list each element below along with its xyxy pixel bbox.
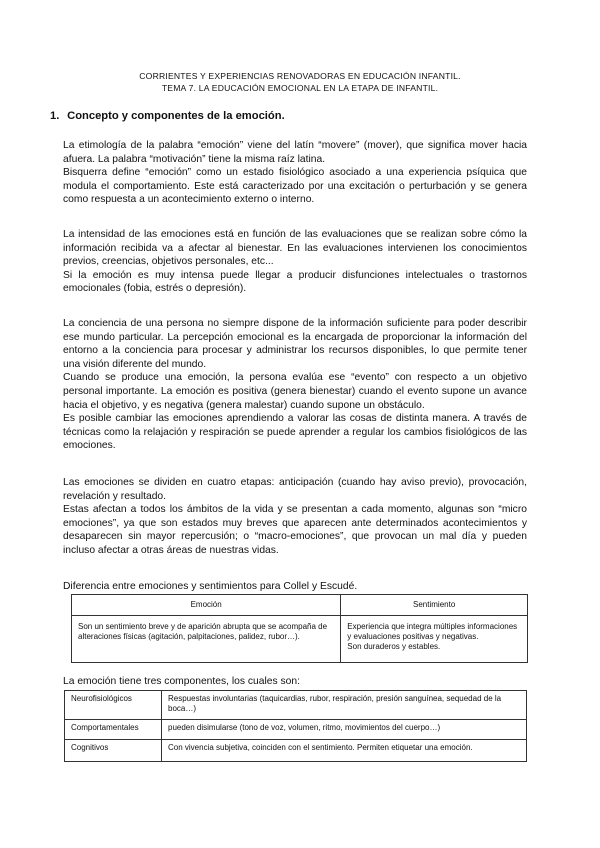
table-caption: Diferencia entre emociones y sentimientos para Collel y Escudé. (63, 581, 358, 592)
table-row (65, 740, 527, 762)
paragraph: Las emociones se dividen en cuatro etapas: anticipación (cuando hay aviso previo), provocación, revelación y resultado. (63, 477, 527, 502)
paragraph-block-perception (63, 317, 527, 453)
paragraph: Si la emoción es muy intensa puede llegar a producir disfunciones intelectuales o trastornos emocionales (fobia, estrés o depresión). (63, 269, 527, 295)
component-name: Cognitivos (65, 740, 162, 762)
paragraph: Cuando se produce una emoción, la persona evalúa ese “evento” con respecto a un objetivo personal importante. La emoción es positiva (genera bienestar) cuando el evento supone un avance hacia el objetivo, y es negativa (genera malestar) cuando supone un obstáculo. (63, 372, 527, 411)
paragraph-block-stages (63, 476, 527, 558)
paragraph: La etimología de la palabra “emoción” viene del latín “movere” (mover), que significa mover hacia afuera. La palabra “motivación” tiene la misma raíz latina. (63, 140, 527, 165)
table-header-cell: Emoción (72, 595, 341, 616)
feeling-duration: Son duraderos y estables. (347, 642, 441, 651)
paragraph-block-intensity (63, 228, 527, 296)
section-number: 1. (50, 110, 60, 122)
emotion-components-table (64, 690, 527, 762)
paragraph: Estas afectan a todos los ámbitos de la vida y se presentan a cada momento, algunas son “micro emociones”, ya que son estados muy breves que aparecen ante determinados acontecimientos y desaparecen sin mayor repercusión; o “macro-emociones”, que provocan un mal día y pueden incluso afectar a otras áreas de nuestras vidas. (63, 504, 527, 556)
table-header-cell: Sentimiento (341, 595, 528, 616)
table-row (65, 720, 527, 740)
table-cell (72, 616, 341, 663)
table-row (65, 691, 527, 720)
paragraph: Es posible cambiar las emociones aprendiendo a valorar las cosas de distinta manera. A través de técnicas como la relajación y respiración se puede aprender a regular los cambios fisiológicos de las emociones. (63, 413, 527, 452)
section-title: Concepto y componentes de la emoción. (67, 110, 285, 122)
paragraph: La intensidad de las emociones está en función de las evaluaciones que se realizan sobre cómo la información recibida va a afectar al bienestar. En las evaluaciones intervienen los conocimientos previos, creencias, objetivos personales, etc... (63, 229, 527, 268)
table-cell (341, 616, 528, 663)
component-name: Neurofisiológicos (65, 691, 162, 720)
document-header (0, 70, 600, 94)
emotion-definition: Son un sentimiento breve y de aparición abrupta que se acompaña de alteraciones físicas (agitación, palpitaciones, palidez, rubor…). (78, 622, 328, 641)
table-caption: La emoción tiene tres componentes, los cuales son: (63, 676, 300, 687)
component-description: pueden disimularse (tono de voz, volumen, ritmo, movimientos del cuerpo…) (162, 720, 527, 740)
paragraph: La conciencia de una persona no siempre dispone de la información suficiente para poder describir ese mundo particular. La percepción emocional es la encargada de proporcionar la información del entorno a la conciencia para procesar y administrar los recursos disponibles, lo que permite tener una visión diferente del mundo. (63, 318, 527, 370)
emotion-vs-feeling-table (71, 594, 528, 663)
paragraph: Bisquerra define “emoción” como un estado fisiológico asociado a una experiencia psíquica que modula el comportamiento. Este está caracterizado por una excitación o perturbación y se genera como respuesta a un acontecimiento externo o interno. (63, 167, 527, 206)
paragraph-block-etymology (63, 139, 527, 207)
component-name: Comportamentales (65, 720, 162, 740)
component-description: Respuestas involuntarias (taquicardias, rubor, respiración, presión sanguínea, sequedad de la boca…) (162, 691, 527, 720)
header-course-title: CORRIENTES Y EXPERIENCIAS RENOVADORAS EN EDUCACIÓN INFANTIL. (139, 71, 461, 81)
section-heading (50, 110, 285, 122)
feeling-definition: Experiencia que integra múltiples informaciones y evaluaciones positivas y negativas. (347, 622, 518, 641)
header-topic-title: TEMA 7. LA EDUCACIÓN EMOCIONAL EN LA ETAPA DE INFANTIL. (161, 83, 439, 93)
component-description: Con vivencia subjetiva, coinciden con el sentimiento. Permiten etiquetar una emoción. (162, 740, 527, 762)
